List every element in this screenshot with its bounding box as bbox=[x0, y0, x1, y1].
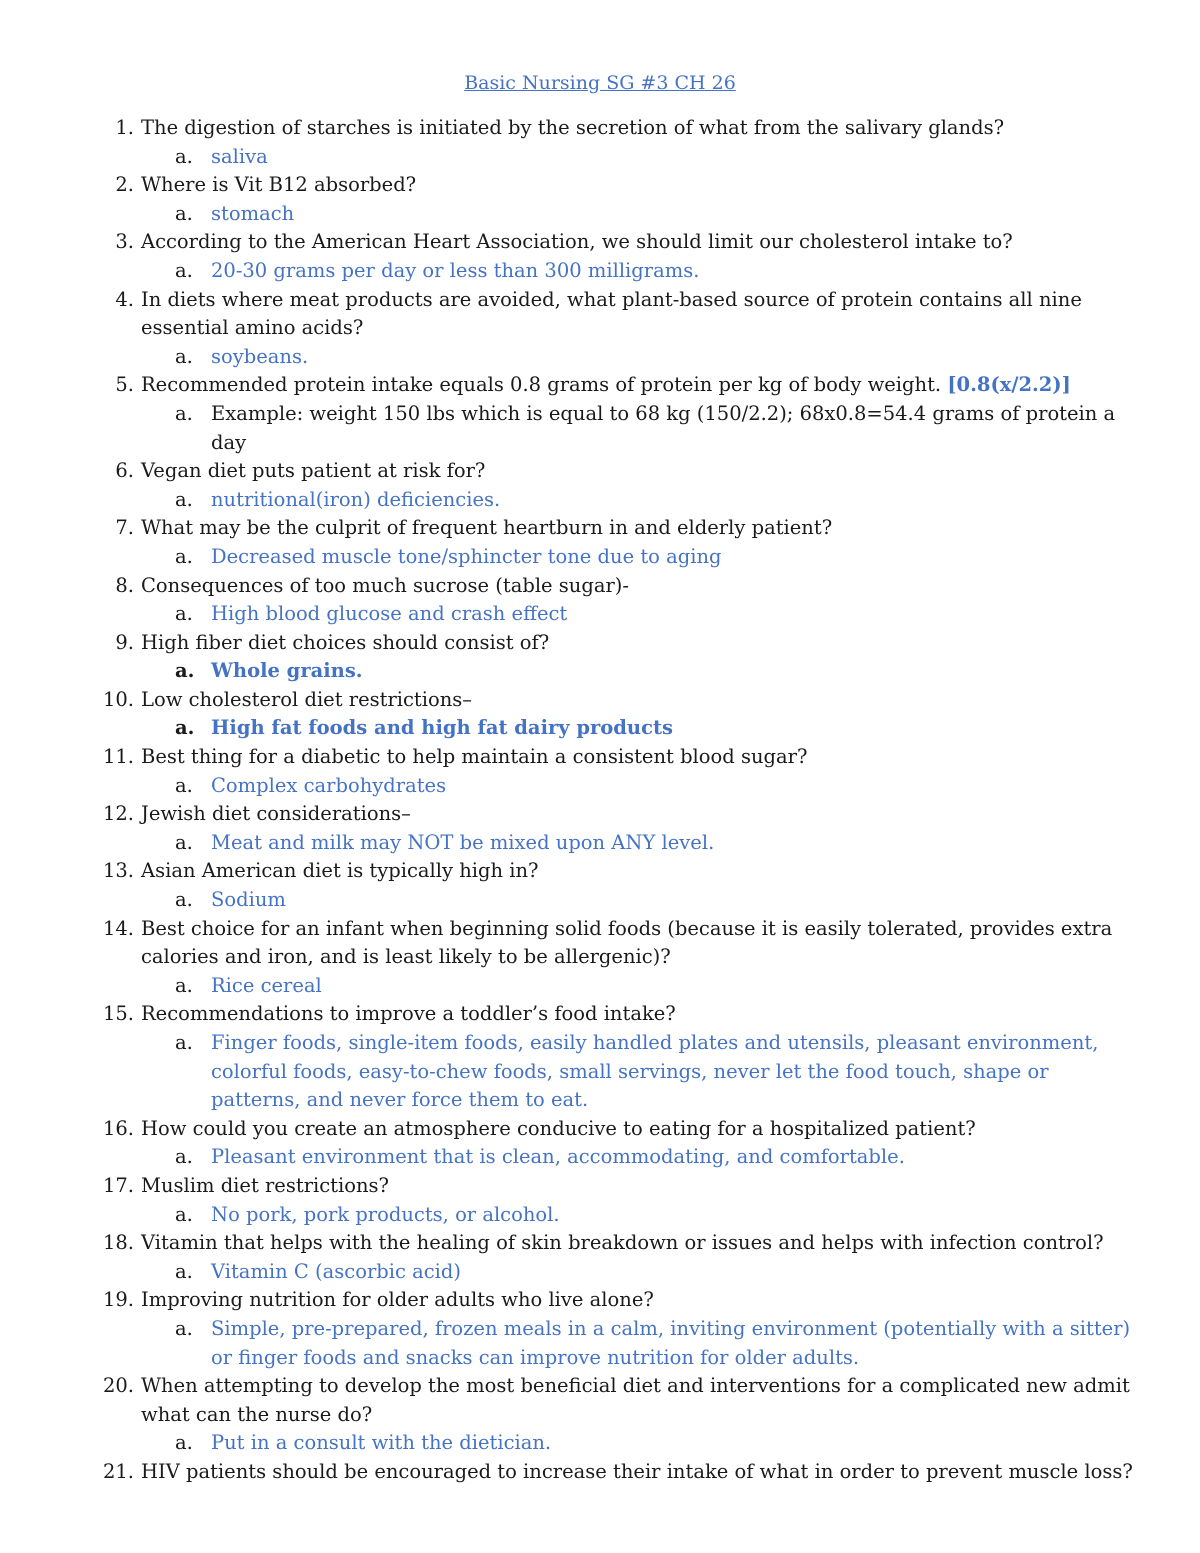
question-number: 6. bbox=[115, 459, 134, 483]
question-number: 20. bbox=[102, 1374, 134, 1398]
question-number: 2. bbox=[115, 173, 134, 197]
answer-text: Meat and milk may NOT be mixed upon ANY level. bbox=[211, 830, 715, 854]
answer-letter: a. bbox=[175, 1316, 193, 1340]
question-text: Best thing for a diabetic to help maintain a consistent blood sugar? bbox=[141, 745, 808, 769]
question-number: 5. bbox=[115, 373, 134, 397]
answer-6 bbox=[0, 486, 1200, 515]
answer-letter: a. bbox=[175, 973, 193, 997]
question-text: Consequences of too much sucrose (table sugar)- bbox=[141, 573, 629, 597]
answer-text: stomach bbox=[211, 201, 295, 225]
question-11 bbox=[0, 743, 1200, 772]
question-number: 12. bbox=[102, 802, 134, 826]
answer-text: nutritional(iron) deficiencies. bbox=[211, 487, 501, 511]
question-1 bbox=[0, 114, 1200, 143]
answer-letter: a. bbox=[175, 1202, 193, 1226]
question-number: 7. bbox=[115, 516, 134, 540]
answer-18 bbox=[0, 1258, 1200, 1287]
answer-text: High fat foods and high fat dairy products bbox=[211, 716, 673, 740]
question-text: Low cholesterol diet restrictions– bbox=[141, 687, 473, 711]
document-title: Basic Nursing SG #3 CH 26 bbox=[464, 72, 736, 94]
question-4 bbox=[0, 286, 1200, 343]
answer-text: Put in a consult with the dietician. bbox=[211, 1431, 552, 1455]
answer-text: Finger foods, single-item foods, easily handled plates and utensils, pleasant environment, colorful foods, easy-to-chew foods, small servings, never let the food touch, shape or patterns, and never force them to eat. bbox=[211, 1031, 1099, 1112]
answer-letter: a. bbox=[175, 659, 195, 683]
answer-7 bbox=[0, 543, 1200, 572]
question-text: When attempting to develop the most beneficial diet and interventions for a complicated new admit what can the nurse do? bbox=[141, 1374, 1130, 1426]
answer-letter: a. bbox=[175, 201, 193, 225]
answer-text: 20-30 grams per day or less than 300 milligrams. bbox=[211, 258, 700, 282]
answer-letter: a. bbox=[175, 1431, 193, 1455]
answer-letter: a. bbox=[175, 716, 195, 740]
question-21 bbox=[0, 1458, 1200, 1487]
question-text: Where is Vit B12 absorbed? bbox=[141, 173, 417, 197]
question-number: 13. bbox=[102, 859, 134, 883]
answer-10 bbox=[0, 714, 1200, 743]
answer-letter: a. bbox=[175, 544, 193, 568]
answer-4 bbox=[0, 343, 1200, 372]
question-3 bbox=[0, 228, 1200, 257]
question-text: Muslim diet restrictions? bbox=[141, 1173, 390, 1197]
answer-19 bbox=[0, 1315, 1200, 1372]
question-number: 19. bbox=[102, 1288, 134, 1312]
answer-1 bbox=[0, 143, 1200, 172]
question-text: HIV patients should be encouraged to increase their intake of what in order to prevent muscle loss? bbox=[141, 1459, 1133, 1483]
answer-text: Sodium bbox=[211, 888, 286, 912]
question-text: Improving nutrition for older adults who live alone? bbox=[141, 1288, 654, 1312]
answer-letter: a. bbox=[175, 1145, 193, 1169]
answer-12 bbox=[0, 829, 1200, 858]
question-text: The digestion of starches is initiated by the secretion of what from the salivary glands? bbox=[141, 116, 1005, 139]
question-number: 9. bbox=[115, 630, 134, 654]
answer-15 bbox=[0, 1029, 1200, 1115]
question-number: 16. bbox=[102, 1116, 134, 1140]
answer-letter: a. bbox=[175, 830, 193, 854]
question-text: In diets where meat products are avoided, what plant-based source of protein contains all nine essential amino acids? bbox=[141, 287, 1082, 340]
question-text: Vegan diet puts patient at risk for? bbox=[141, 459, 486, 483]
question-text: Recommended protein intake equals 0.8 grams of protein per kg of body weight. bbox=[141, 373, 942, 397]
answer-letter: a. bbox=[175, 258, 193, 282]
protein-formula: [0.8(x/2.2)] bbox=[947, 373, 1071, 397]
question-number: 10. bbox=[102, 687, 134, 711]
question-number: 8. bbox=[115, 573, 134, 597]
answer-text: Example: weight 150 lbs which is equal to 68 kg (150/2.2); 68x0.8=54.4 grams of protein a day bbox=[211, 401, 1116, 454]
question-8 bbox=[0, 572, 1200, 601]
answer-text: Whole grains. bbox=[211, 659, 363, 683]
answer-20 bbox=[0, 1429, 1200, 1458]
answer-3 bbox=[0, 257, 1200, 286]
question-text: High fiber diet choices should consist of? bbox=[141, 630, 550, 654]
question-20 bbox=[0, 1372, 1200, 1429]
question-list bbox=[0, 114, 1200, 1487]
question-number: 18. bbox=[102, 1231, 134, 1255]
answer-letter: a. bbox=[175, 773, 193, 797]
answer-text: No pork, pork products, or alcohol. bbox=[211, 1202, 560, 1226]
answer-letter: a. bbox=[175, 602, 193, 626]
question-17 bbox=[0, 1172, 1200, 1201]
question-number: 21. bbox=[102, 1459, 134, 1483]
answer-14 bbox=[0, 972, 1200, 1001]
question-text: According to the American Heart Association, we should limit our cholesterol intake to? bbox=[141, 230, 1013, 254]
question-number: 1. bbox=[115, 116, 134, 139]
answer-text: Vitamin C (ascorbic acid) bbox=[211, 1259, 461, 1283]
question-16 bbox=[0, 1115, 1200, 1144]
answer-5 bbox=[0, 400, 1200, 457]
answer-text: soybeans. bbox=[211, 344, 309, 368]
question-2 bbox=[0, 171, 1200, 200]
answer-13 bbox=[0, 886, 1200, 915]
question-10 bbox=[0, 686, 1200, 715]
question-number: 3. bbox=[115, 230, 134, 254]
question-7 bbox=[0, 514, 1200, 543]
answer-letter: a. bbox=[175, 487, 193, 511]
question-text: Jewish diet considerations– bbox=[141, 802, 411, 826]
question-number: 14. bbox=[102, 916, 134, 940]
question-6 bbox=[0, 457, 1200, 486]
question-text: Vitamin that helps with the healing of skin breakdown or issues and helps with infection control? bbox=[141, 1231, 1104, 1255]
question-number: 15. bbox=[102, 1002, 134, 1026]
answer-letter: a. bbox=[175, 1259, 193, 1283]
answer-17 bbox=[0, 1201, 1200, 1230]
answer-letter: a. bbox=[175, 1031, 193, 1054]
answer-letter: a. bbox=[175, 888, 193, 912]
answer-11 bbox=[0, 772, 1200, 801]
answer-text: High blood glucose and crash effect bbox=[211, 602, 568, 626]
answer-letter: a. bbox=[175, 144, 193, 168]
question-text: Recommendations to improve a toddler’s food intake? bbox=[141, 1002, 676, 1026]
answer-8 bbox=[0, 600, 1200, 629]
question-text: How could you create an atmosphere conducive to eating for a hospitalized patient? bbox=[141, 1116, 976, 1140]
question-18 bbox=[0, 1229, 1200, 1258]
question-19 bbox=[0, 1286, 1200, 1315]
question-number: 17. bbox=[102, 1173, 134, 1197]
question-5 bbox=[0, 371, 1200, 400]
question-12 bbox=[0, 800, 1200, 829]
question-15 bbox=[0, 1000, 1200, 1029]
answer-text: Rice cereal bbox=[211, 973, 322, 997]
answer-text: Pleasant environment that is clean, accommodating, and comfortable. bbox=[211, 1145, 905, 1169]
question-text: What may be the culprit of frequent heartburn in and elderly patient? bbox=[141, 516, 833, 540]
answer-letter: a. bbox=[175, 401, 193, 425]
question-13 bbox=[0, 857, 1200, 886]
answer-16 bbox=[0, 1143, 1200, 1172]
answer-text: Complex carbohydrates bbox=[211, 773, 447, 797]
question-number: 4. bbox=[115, 287, 134, 311]
answer-2 bbox=[0, 200, 1200, 229]
answer-9 bbox=[0, 657, 1200, 686]
question-text: Best choice for an infant when beginning solid foods (because it is easily tolerated, provides extra calories and iron, and is least likely to be allergenic)? bbox=[141, 916, 1113, 969]
answer-letter: a. bbox=[175, 344, 193, 368]
question-14 bbox=[0, 915, 1200, 972]
question-text: Asian American diet is typically high in? bbox=[141, 859, 539, 883]
question-number: 11. bbox=[102, 745, 134, 769]
answer-text: Simple, pre-prepared, frozen meals in a calm, inviting environment (potentially with a sitter) or finger foods and snacks can improve nutrition for older adults. bbox=[211, 1316, 1131, 1369]
answer-text: saliva bbox=[211, 144, 268, 168]
question-9 bbox=[0, 629, 1200, 658]
answer-text: Decreased muscle tone/sphincter tone due to aging bbox=[211, 544, 722, 568]
